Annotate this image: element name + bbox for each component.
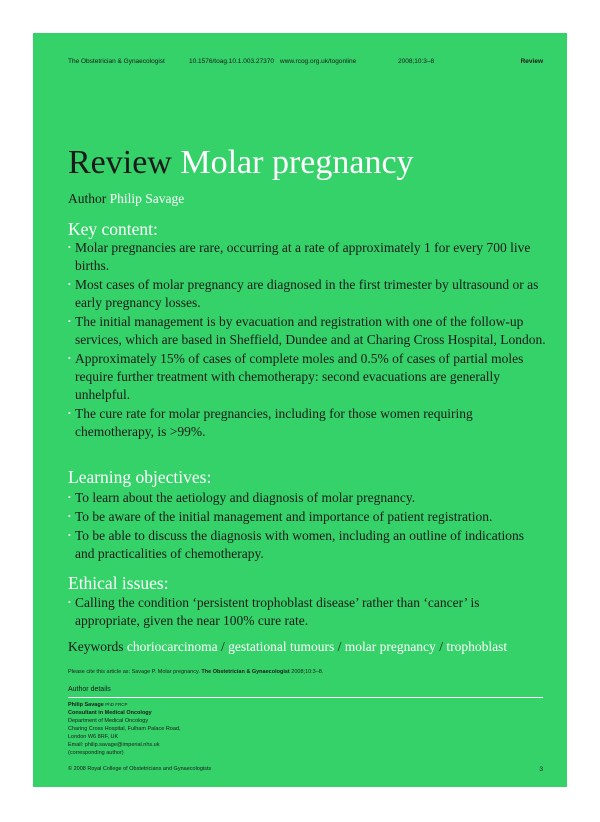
keywords-label: Keywords — [68, 639, 124, 654]
author-label: Author — [68, 191, 107, 206]
list-item: • Most cases of molar pregnancy are diagnosed in the first trimester by ultrasound or as early pregnancy losses. — [68, 276, 546, 312]
author-details-name: Philip Savage — [68, 702, 104, 708]
list-item: • The cure rate for molar pregnancies, including for those women requiring chemotherapy, is >99%. — [68, 405, 546, 441]
list-item: • The initial management is by evacuation and registration with one of the follow-up services, which are based in Sheffield, Dundee and at Charing Cross Hospital, London. — [68, 313, 546, 349]
citation-prefix: Please cite this article as: Savage P. Molar pregnancy. — [68, 669, 200, 675]
learning-objectives-heading: Learning objectives: — [68, 467, 212, 487]
title-main: Molar pregnancy — [180, 144, 414, 181]
key-content-heading: Key content: — [68, 219, 158, 239]
author-details-name-line — [68, 701, 181, 709]
author-details-qualifications: PhD FRCP — [105, 702, 128, 707]
author-details-address2: London W6 8RF, UK — [68, 734, 119, 740]
footer-copyright: © 2008 Royal College of Obstetricians and Gynaecologists — [68, 766, 212, 772]
author-line — [68, 191, 184, 207]
author-details-label: Author details — [68, 686, 111, 693]
ethical-issues-heading: Ethical issues: — [68, 573, 169, 593]
keyword-item: trophoblast — [446, 639, 508, 654]
keyword-item: molar pregnancy — [344, 639, 436, 654]
list-item: • Approximately 15% of cases of complete moles and 0.5% of cases of partial moles require further treatment with chemotherapy: second evacuations are generally unhelpful. — [68, 350, 546, 404]
citation — [68, 669, 323, 675]
citation-journal: The Obstetrician & Gynaecologist — [201, 669, 290, 675]
author-name: Philip Savage — [109, 191, 185, 206]
keyword-separator: / — [435, 639, 447, 654]
list-item: • To learn about the aetiology and diagnosis of molar pregnancy. — [68, 489, 546, 507]
header-journal: The Obstetrician & Gynaecologist — [68, 58, 165, 65]
ethical-issues-list — [68, 594, 546, 631]
author-details-address1: Charing Cross Hospital, Fulham Palace Road, — [68, 726, 181, 732]
list-item: • To be aware of the initial management and importance of patient registration. — [68, 508, 546, 526]
key-content-list — [68, 239, 546, 442]
keyword-separator: / — [334, 639, 345, 654]
list-item: • Molar pregnancies are rare, occurring at a rate of approximately 1 for every 700 live births. — [68, 239, 546, 275]
header-section: Review — [520, 58, 543, 65]
header-url[interactable]: www.rcog.org.uk/togonline — [280, 58, 357, 65]
keywords-line — [68, 639, 507, 655]
citation-suffix: 2008;10:3–8. — [291, 669, 324, 675]
header-year: 2008;10:3–8 — [398, 58, 435, 65]
author-details-role: Consultant in Medical Oncology — [68, 710, 152, 716]
author-details-email[interactable]: Email: philip.savage@imperial.nhs.uk — [68, 742, 160, 748]
page-number: 3 — [539, 766, 543, 773]
article-panel — [33, 33, 567, 787]
keyword-separator: / — [217, 639, 229, 654]
keyword-item: choriocarcinoma — [126, 639, 218, 654]
learning-objectives-list — [68, 489, 546, 564]
list-item: • To be able to discuss the diagnosis with women, including an outline of indications and practicalities of chemotherapy. — [68, 527, 546, 563]
title-prefix: Review — [68, 144, 172, 181]
author-details — [68, 701, 181, 757]
list-item: • Calling the condition ‘persistent trophoblast disease’ rather than ‘cancer’ is appropriate, given the near 100% cure rate. — [68, 594, 546, 630]
author-details-note: (corresponding author) — [68, 750, 124, 756]
page-title — [68, 143, 414, 183]
author-details-department: Department of Medical Oncology — [68, 718, 149, 724]
header-doi: 10.1576/toag.10.1.003.27370 — [189, 58, 274, 65]
divider — [68, 697, 543, 698]
keyword-item: gestational tumours — [228, 639, 335, 654]
